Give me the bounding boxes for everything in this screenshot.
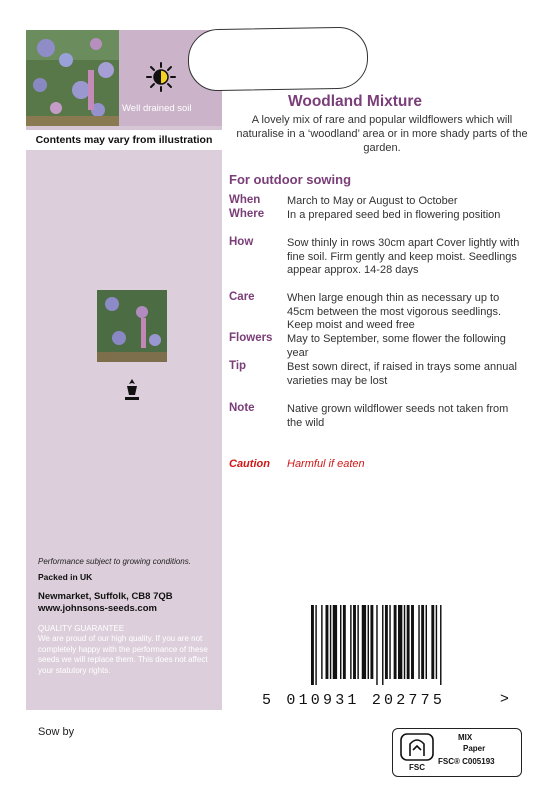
product-title: Woodland Mixture	[288, 93, 423, 110]
company-address: Newmarket, Suffolk, CB8 7QB	[38, 591, 173, 602]
barcode-bar	[315, 605, 316, 685]
fsc-license-code: FSC® C005193	[438, 757, 495, 766]
row-label-where: Where	[229, 208, 265, 220]
barcode-bar	[350, 605, 351, 679]
barcode-bar	[440, 605, 441, 685]
sow-by-label: Sow by	[38, 726, 75, 738]
row-label-care: Care	[229, 291, 255, 303]
flower-thumbnail	[97, 290, 167, 362]
row-text-care: When large enough thin as necessary up to 45cm between the most vigorous seedlings. Keep moist and weed free	[287, 292, 502, 332]
performance-note: Performance subject to growing conditions.	[38, 557, 191, 566]
row-text-tip: Best sown direct, if raised in trays some annual varieties may be lost	[287, 361, 517, 387]
hanger-hole	[188, 26, 368, 91]
caution-text: Harmful if eaten	[287, 458, 365, 470]
flower-photo	[26, 30, 119, 126]
barcode-bar	[333, 605, 337, 679]
product-intro: A lovely mix of rare and popular wildflowers which will naturalise in a ‘woodland’ area or in more shady parts of the garden.	[236, 114, 528, 154]
barcode-bar	[321, 605, 322, 679]
row-text-where: In a prepared seed bed in flowering position	[287, 209, 501, 221]
barcode-bar	[382, 605, 383, 685]
guarantee-title: QUALITY GUARANTEE	[38, 624, 125, 633]
barcode-bar	[353, 605, 356, 679]
barcode-bar	[330, 605, 331, 679]
barcode-bar	[340, 605, 341, 679]
barcode-bar	[436, 605, 437, 679]
row-label-note: Note	[229, 402, 255, 414]
packed-in: Packed in UK	[38, 572, 93, 582]
barcode-bar	[368, 605, 369, 679]
row-label-flowers: Flowers	[229, 332, 273, 344]
row-text-flowers: May to September, some flower the following year	[287, 333, 506, 359]
row-label-how: How	[229, 236, 254, 248]
barcode-bar	[418, 605, 419, 679]
contents-note: Contents may vary from illustration	[26, 130, 222, 150]
row-label-when: When	[229, 194, 261, 206]
barcode	[311, 605, 511, 685]
fsc-mix-label: MIX	[458, 733, 473, 742]
barcode-bar	[389, 605, 390, 679]
svg-text:FSC: FSC	[409, 763, 425, 772]
soil-condition-label: Well drained soil	[122, 103, 192, 114]
sowing-heading: For outdoor sowing	[229, 172, 352, 187]
barcode-bar	[311, 605, 314, 685]
barcode-bar	[326, 605, 329, 679]
fsc-tree-icon	[398, 732, 436, 772]
johnsons-pot-icon	[123, 378, 141, 402]
barcode-bar	[376, 605, 377, 685]
sun-icon	[146, 62, 176, 92]
fsc-paper-label: Paper	[463, 744, 486, 753]
website-link[interactable]: www.johnsons-seeds.com	[38, 603, 157, 614]
guarantee-text: We are proud of our high quality. If you are not completely happy with the performance of these seeds we will replace them. This does not affect your statutory rights.	[38, 634, 208, 675]
barcode-bar	[394, 605, 397, 679]
row-label-tip: Tip	[229, 360, 247, 372]
row-text-note: Native grown wildflower seeds not taken from the wild	[287, 403, 509, 429]
barcode-number: 5 010931 202775	[262, 692, 446, 709]
barcode-bar	[407, 605, 410, 679]
barcode-bar	[385, 605, 388, 679]
barcode-arrow: >	[500, 690, 509, 707]
barcode-bar	[398, 605, 402, 679]
barcode-bar	[404, 605, 405, 679]
caution-label: Caution	[229, 458, 270, 470]
barcode-bar	[421, 605, 424, 679]
barcode-bar	[431, 605, 434, 679]
barcode-bar	[370, 605, 373, 679]
barcode-bar	[362, 605, 366, 679]
barcode-bar	[426, 605, 427, 679]
row-text-how: Sow thinly in rows 30cm apart Cover lightly with fine soil. Firm gently and keep moist. Seedlings appear approx. 14-28 days	[287, 237, 520, 277]
barcode-bar	[411, 605, 414, 679]
row-text-when: March to May or August to October	[287, 195, 458, 207]
barcode-bar	[343, 605, 346, 679]
barcode-bar	[357, 605, 358, 679]
